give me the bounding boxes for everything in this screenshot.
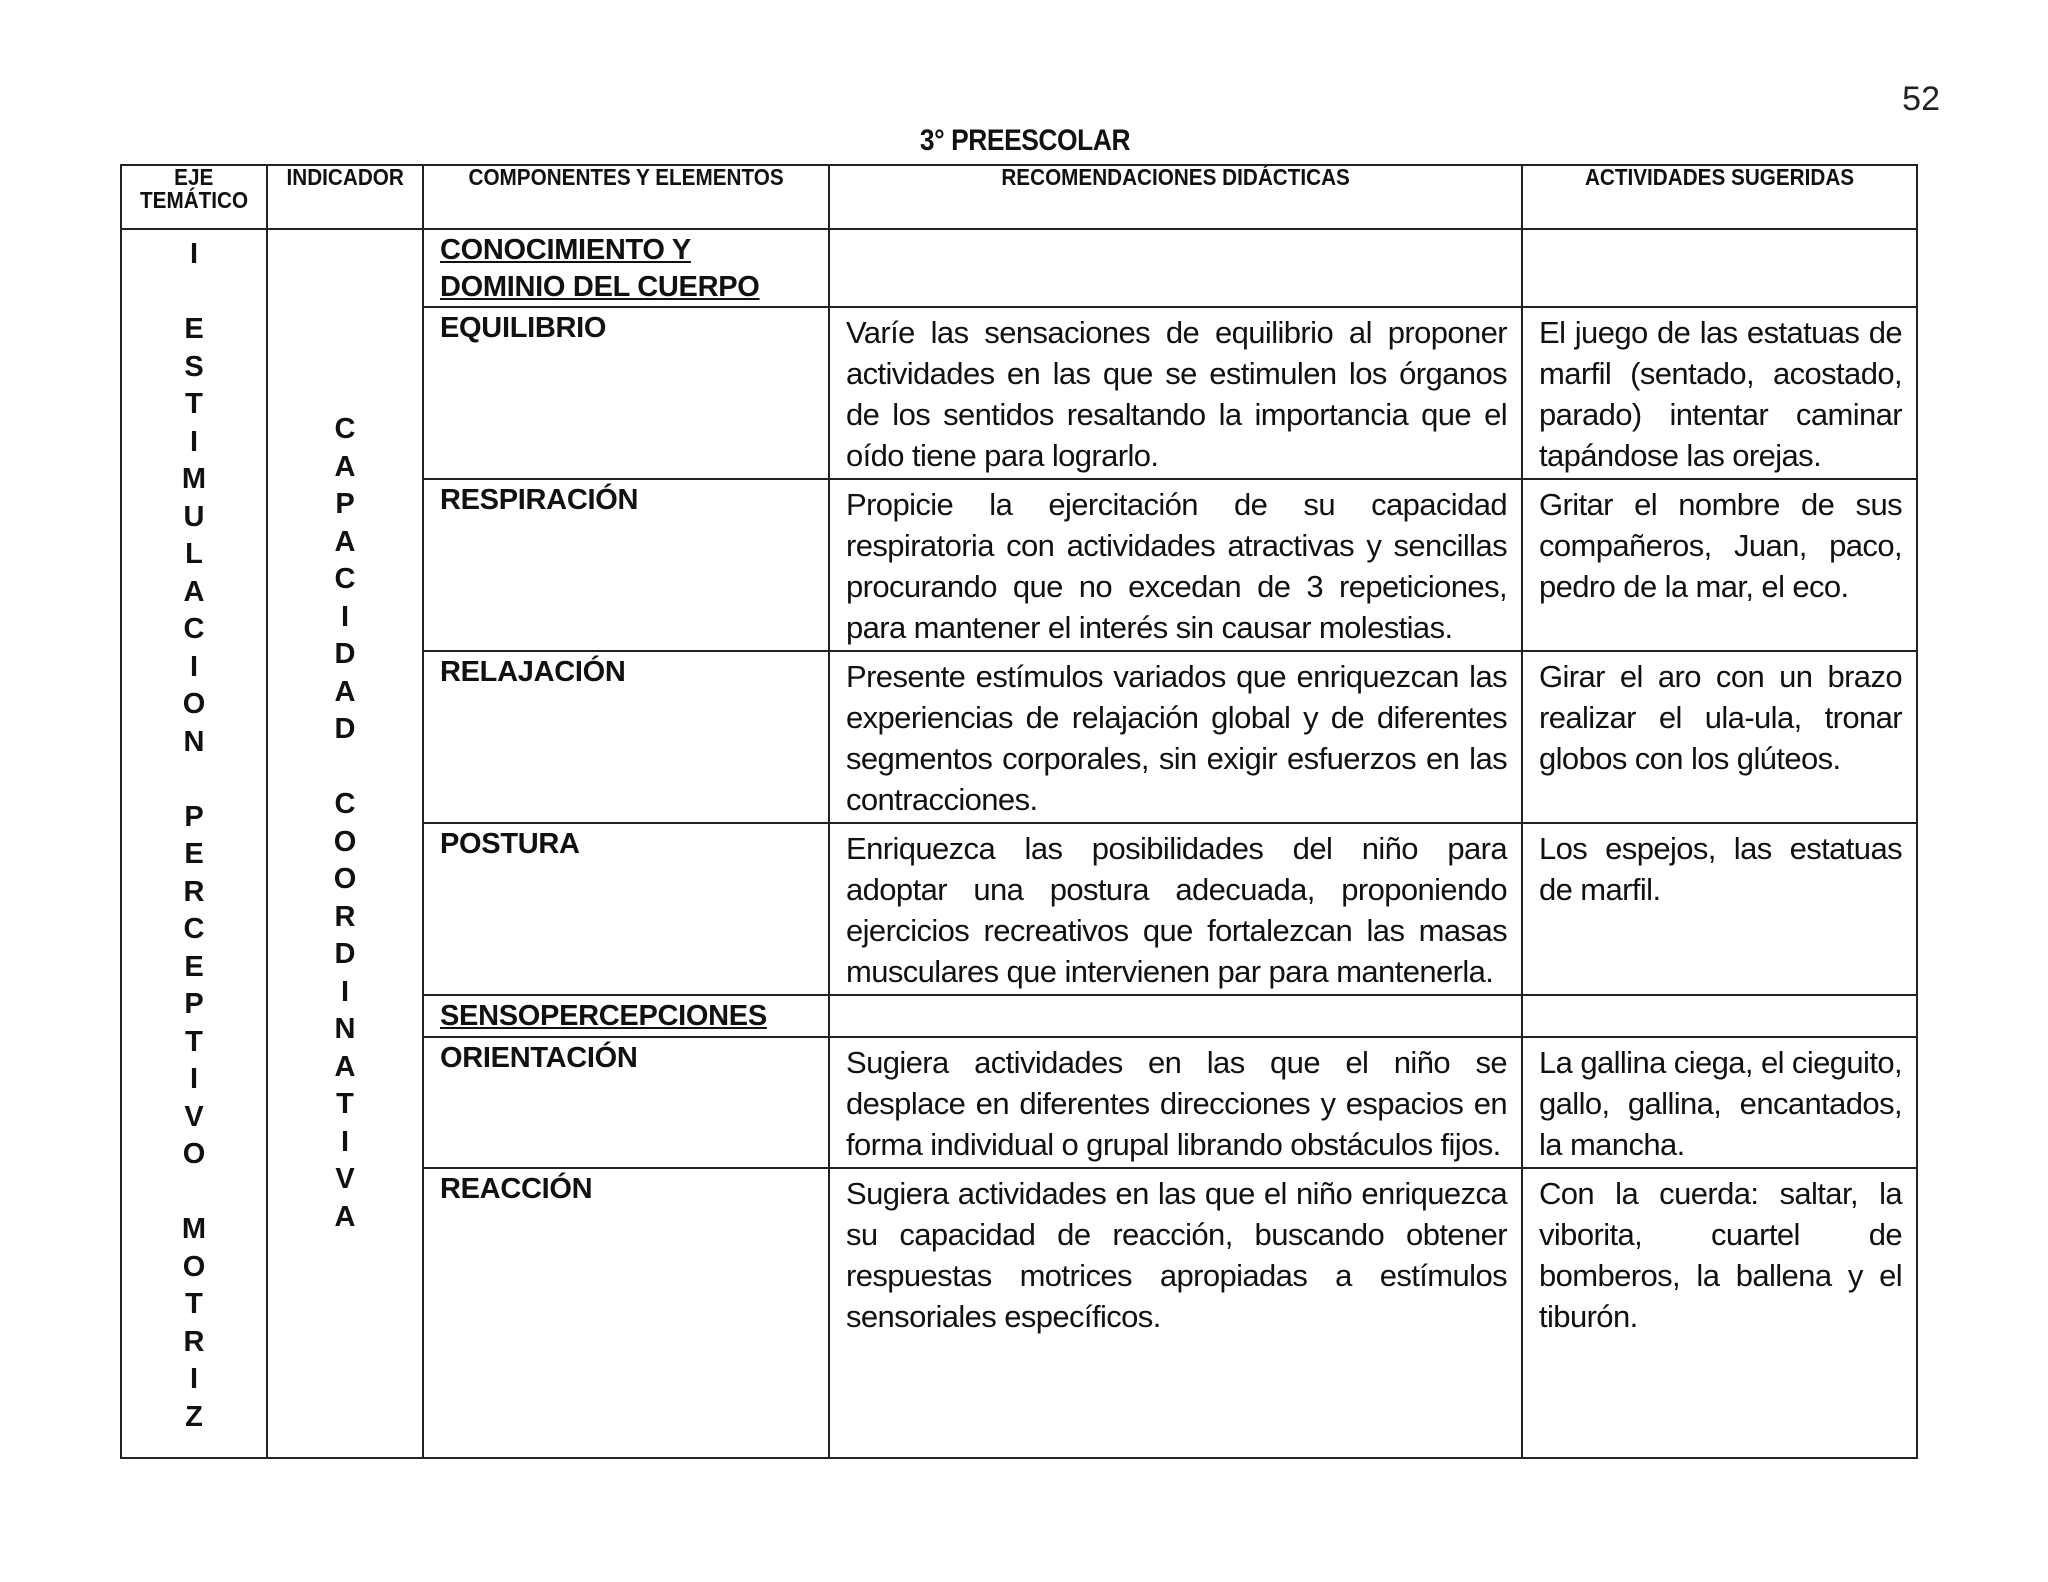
activity-text: Los espejos, las estatuas de marfil. xyxy=(1539,831,1902,907)
component-label: RELAJACIÓN xyxy=(440,656,626,688)
header-indicador-label: INDICADOR xyxy=(286,164,404,190)
header-actividades-label: ACTIVIDADES SUGERIDAS xyxy=(1584,164,1855,190)
activity-cell xyxy=(1522,823,1917,995)
component-cell xyxy=(423,307,829,479)
recommendation-text: Propicie la ejercitación de su capacidad respiratoria con actividades atractivas y sencillas procurando que no excedan de 3 repeticiones, para mantener el interés sin causar molestias. xyxy=(846,487,1507,645)
activity-text: Con la cuerda: saltar, la viborita, cuartel de bomberos, la ballena y el tiburón. xyxy=(1539,1176,1902,1334)
recommendation-cell xyxy=(829,1037,1522,1168)
table-header-row xyxy=(121,165,1917,229)
component-cell xyxy=(423,1037,829,1168)
eje-tematico-cell xyxy=(121,229,267,1458)
recommendation-text: Sugiera actividades en las que el niño se desplace en diferentes direcciones y espacios en forma individual o grupal librando obstáculos fijos. xyxy=(846,1045,1507,1162)
recommendation-text: Enriquezca las posibilidades del niño para adoptar una postura adecuada, proponiendo ejercicios recreativos que fortalezcan las masas musculares que intervienen par para mantenerla. xyxy=(846,831,1507,989)
recommendation-cell xyxy=(829,479,1522,651)
recommendation-text: Varíe las sensaciones de equilibrio al proponer actividades en las que se estimulen los órganos de los sentidos resaltando la importancia que el oído tiene para lograrlo. xyxy=(846,315,1507,473)
activity-text: El juego de las estatuas de marfil (sentado, acostado, parado) intentar caminar tapándose las orejas. xyxy=(1539,315,1902,473)
recommendation-cell xyxy=(829,651,1522,823)
header-componentes xyxy=(423,165,829,229)
curriculum-table xyxy=(120,164,1918,1459)
recommendation-text: Sugiera actividades en las que el niño enriquezca su capacidad de reacción, buscando obtener respuestas motrices apropiadas a estímulos sensoriales específicos. xyxy=(846,1176,1507,1334)
component-cell xyxy=(423,823,829,995)
activity-cell xyxy=(1522,1168,1917,1458)
activity-text xyxy=(1523,996,1916,1002)
header-recomendaciones xyxy=(829,165,1522,229)
header-eje-line2: TEMÁTICO xyxy=(139,187,249,213)
header-componentes-label: COMPONENTES Y ELEMENTOS xyxy=(468,164,784,190)
page-number: 52 xyxy=(1902,80,1940,118)
activity-cell xyxy=(1522,229,1917,307)
table-row xyxy=(121,229,1917,307)
component-label: EQUILIBRIO xyxy=(440,312,607,344)
activity-cell xyxy=(1522,995,1917,1037)
indicador-cell xyxy=(267,229,423,1458)
recommendation-cell xyxy=(829,307,1522,479)
activity-cell xyxy=(1522,651,1917,823)
activity-text: Gritar el nombre de sus compañeros, Juan, paco, pedro de la mar, el eco. xyxy=(1539,487,1902,604)
activity-cell xyxy=(1522,1037,1917,1168)
indicador-vertical-text: C A P A C I D A D C O O R D I N A T I V A xyxy=(333,413,357,1233)
header-recomendaciones-label: RECOMENDACIONES DIDÁCTICAS xyxy=(1001,164,1350,190)
component-cell xyxy=(423,995,829,1037)
component-heading: SENSOPERCEPCIONES xyxy=(440,1000,767,1032)
recommendation-text xyxy=(830,996,1521,1002)
recommendation-text xyxy=(830,230,1521,236)
recommendation-cell xyxy=(829,229,1522,307)
recommendation-cell xyxy=(829,1168,1522,1458)
activity-text: La gallina ciega, el cieguito, gallo, gallina, encantados, la mancha. xyxy=(1539,1045,1902,1162)
page-title: 3° PREESCOLAR xyxy=(919,124,1131,157)
component-cell xyxy=(423,651,829,823)
component-heading: CONOCIMIENTO Y DOMINIO DEL CUERPO xyxy=(440,234,760,303)
component-label: REACCIÓN xyxy=(440,1173,593,1205)
activity-cell xyxy=(1522,479,1917,651)
activity-text xyxy=(1523,230,1916,236)
header-indicador xyxy=(267,165,423,229)
header-eje-tematico xyxy=(121,165,267,229)
component-cell xyxy=(423,1168,829,1458)
component-label: POSTURA xyxy=(440,828,580,860)
recommendation-cell xyxy=(829,995,1522,1037)
header-actividades xyxy=(1522,165,1917,229)
eje-tematico-vertical-text: I E S T I M U L A C I O N P E R C E P T I V O M O T R I Z xyxy=(181,238,207,1433)
component-cell xyxy=(423,229,829,307)
activity-cell xyxy=(1522,307,1917,479)
component-label: ORIENTACIÓN xyxy=(440,1042,638,1074)
component-label: RESPIRACIÓN xyxy=(440,484,639,516)
activity-text: Girar el aro con un brazo realizar el ula-ula, tronar globos con los glúteos. xyxy=(1539,659,1902,776)
header-eje-line1: EJE xyxy=(174,164,214,190)
recommendation-text: Presente estímulos variados que enriquezcan las experiencias de relajación global y de diferentes segmentos corporales, sin exigir esfuerzos en las contracciones. xyxy=(846,659,1507,817)
recommendation-cell xyxy=(829,823,1522,995)
component-cell xyxy=(423,479,829,651)
